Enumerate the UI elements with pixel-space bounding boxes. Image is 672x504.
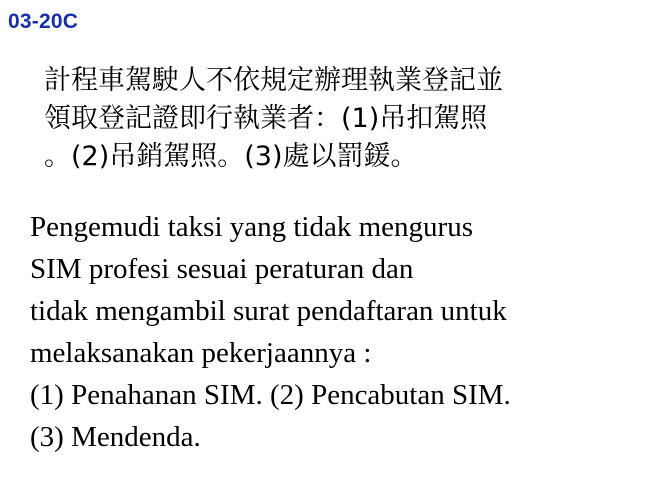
indonesian-line: melaksanakan pekerjaannya : (30, 337, 372, 369)
chinese-line: 領取登記證即行執業者：(1)吊扣駕照 (44, 103, 488, 134)
chinese-line: 。(2)吊銷駕照。(3)處以罰鍰。 (44, 141, 418, 172)
question-code-label: 03-20C (8, 10, 79, 33)
indonesian-line: (1) Penahanan SIM. (2) Pencabutan SIM. (30, 379, 511, 411)
indonesian-question-text (30, 206, 660, 458)
chinese-line: 計程車駕駛人不依規定辦理執業登記並 (44, 65, 503, 96)
indonesian-line: SIM profesi sesuai peraturan dan (30, 253, 414, 285)
indonesian-line: tidak mengambil surat pendaftaran untuk (30, 295, 507, 327)
chinese-question-text (44, 62, 644, 176)
indonesian-line: (3) Mendenda. (30, 421, 201, 453)
indonesian-line: Pengemudi taksi yang tidak mengurus (30, 211, 473, 243)
